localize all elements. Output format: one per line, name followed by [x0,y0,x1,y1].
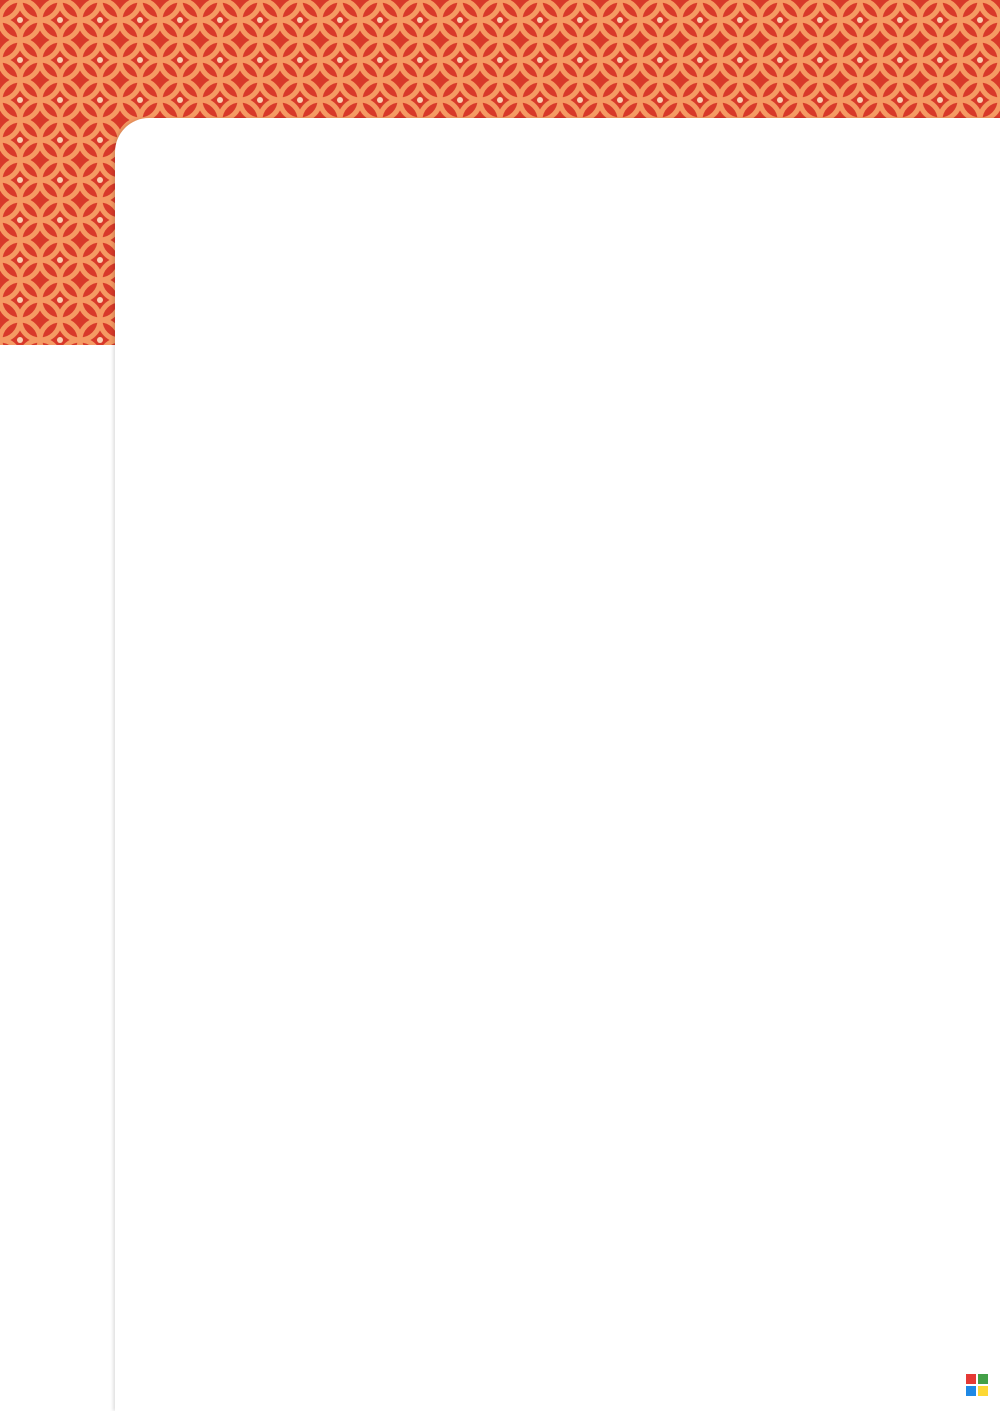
side-title [36,845,84,867]
liveworksheets-logo [966,1374,992,1396]
logo-letter-e [978,1386,988,1396]
logo-letter-v [966,1386,976,1396]
logo-letter-i [978,1374,988,1384]
worksheet-panel [115,118,1000,1411]
liveworksheets-mark-icon [966,1374,988,1396]
logo-letter-l [966,1374,976,1384]
